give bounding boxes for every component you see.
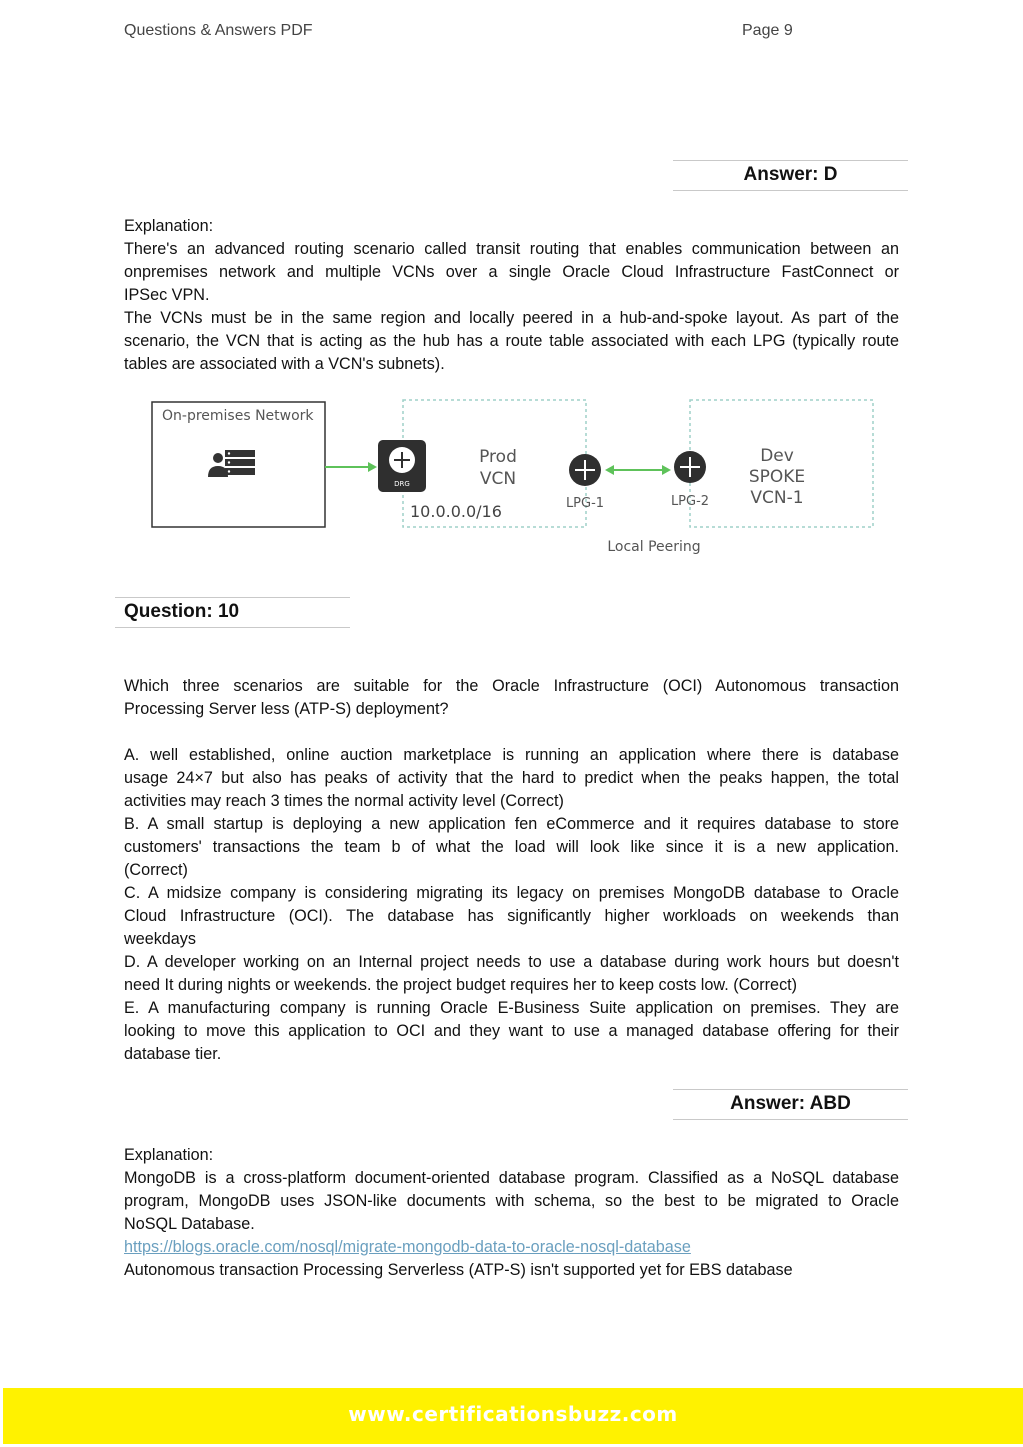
- local-peering-label: Local Peering: [607, 539, 701, 555]
- lpg2-label: LPG-2: [670, 494, 710, 509]
- reference-link[interactable]: https://blogs.oracle.com/nosql/migrate-mongodb-data-to-oracle-nosql-database: [124, 1238, 691, 1256]
- explanation-line: Autonomous transaction Processing Serverless (ATP-S) isn't supported yet for EBS database: [124, 1261, 793, 1279]
- explanation-line: tables are associated with a VCN's subnets).: [124, 355, 445, 373]
- dev-label-line2: SPOKE: [748, 467, 806, 487]
- option-line: need It during nights or weekends. the project budget requires her to keep costs low. (Correct): [124, 976, 798, 994]
- answer-box: [673, 160, 908, 191]
- option-line: (Correct): [124, 861, 188, 879]
- prod-label-line2: VCN: [479, 469, 517, 489]
- explanation-line: scenario, the VCN that is acting as the hub has a route table associated with each LPG (typically route: [124, 332, 899, 350]
- arrowhead-right-icon: [662, 465, 671, 475]
- lpg1-label: LPG-1: [565, 496, 605, 511]
- drg-icon: [378, 440, 426, 492]
- explanation-line: onpremises network and multiple VCNs over a single Oracle Cloud Infrastructure FastConnect or: [124, 263, 899, 281]
- option-line: B. A small startup is deploying a new application fen eCommerce and it requires database to store: [124, 815, 899, 833]
- footer-url[interactable]: www.certificationsbuzz.com: [348, 1402, 678, 1426]
- explanation-heading: Explanation:: [124, 1146, 214, 1164]
- option-line: usage 24×7 but also has peaks of activity that the hard to predict when the peaks happen, the total: [124, 769, 899, 787]
- document-title: Questions & Answers PDF: [124, 22, 313, 39]
- page-number: Page 9: [742, 22, 793, 39]
- option-line: C. A midsize company is considering migrating its legacy on premises MongoDB database to Oracle: [124, 884, 899, 902]
- option-line: looking to move this application to OCI and they want to use a managed database offering for their: [124, 1022, 899, 1040]
- explanation-line: There's an advanced routing scenario called transit routing that enables communication between an: [124, 240, 899, 258]
- explanation-section: [124, 1144, 899, 1282]
- option-line: weekdays: [124, 930, 196, 948]
- transit-routing-diagram: [145, 395, 880, 560]
- option-line: A. well established, online auction marketplace is running an application where there is database: [124, 746, 899, 764]
- arrowhead-icon: [368, 462, 377, 472]
- explanation-line: IPSec VPN.: [124, 286, 210, 304]
- option-line: Cloud Infrastructure (OCI). The database has significantly higher workloads on weekends than: [124, 907, 899, 925]
- footer-banner: [3, 1388, 1023, 1444]
- explanation-section: [124, 215, 899, 376]
- lpg2-icon: [674, 451, 706, 483]
- explanation-line: The VCNs must be in the same region and locally peered in a hub-and-spoke layout. As part of the: [124, 309, 899, 327]
- option-line: database tier.: [124, 1045, 222, 1063]
- question-stem-line: Which three scenarios are suitable for the Oracle Infrastructure (OCI) Autonomous transaction: [124, 677, 899, 695]
- answer-label: Answer: D: [743, 164, 838, 185]
- question-label: Question: 10: [124, 601, 240, 622]
- onprem-label: On-premises Network: [162, 408, 314, 424]
- option-line: customers' transactions the team b of what the load will look like since it is a new application.: [124, 838, 899, 856]
- question-stem-line: Processing Server less (ATP-S) deployment?: [124, 700, 449, 718]
- dev-label-line1: Dev: [760, 446, 794, 466]
- answer-label: Answer: ABD: [730, 1093, 851, 1114]
- question-box: [115, 597, 350, 628]
- explanation-line: NoSQL Database.: [124, 1215, 255, 1233]
- answer-box: [673, 1089, 908, 1120]
- explanation-heading: Explanation:: [124, 217, 214, 235]
- lpg1-icon: [569, 454, 601, 486]
- question-stem: [124, 675, 899, 721]
- question-options: [124, 744, 899, 1066]
- option-line: E. A manufacturing company is running Oracle E-Business Suite application on premises. They are: [124, 999, 899, 1017]
- dev-label-line3: VCN-1: [750, 488, 804, 508]
- cidr-label: 10.0.0.0/16: [410, 502, 502, 521]
- option-line: D. A developer working on an Internal project needs to use a database during work hours but doesn't: [124, 953, 899, 971]
- explanation-line: program, MongoDB uses JSON-like documents with schema, so the best to be migrated to Oracle: [124, 1192, 899, 1210]
- prod-label-line1: Prod: [479, 447, 517, 467]
- explanation-line: MongoDB is a cross-platform document-oriented database program. Classified as a NoSQL database: [124, 1169, 899, 1187]
- drg-label: DRG: [394, 480, 410, 488]
- option-line: activities may reach 3 times the normal activity level (Correct): [124, 792, 564, 810]
- arrowhead-left-icon: [605, 465, 614, 475]
